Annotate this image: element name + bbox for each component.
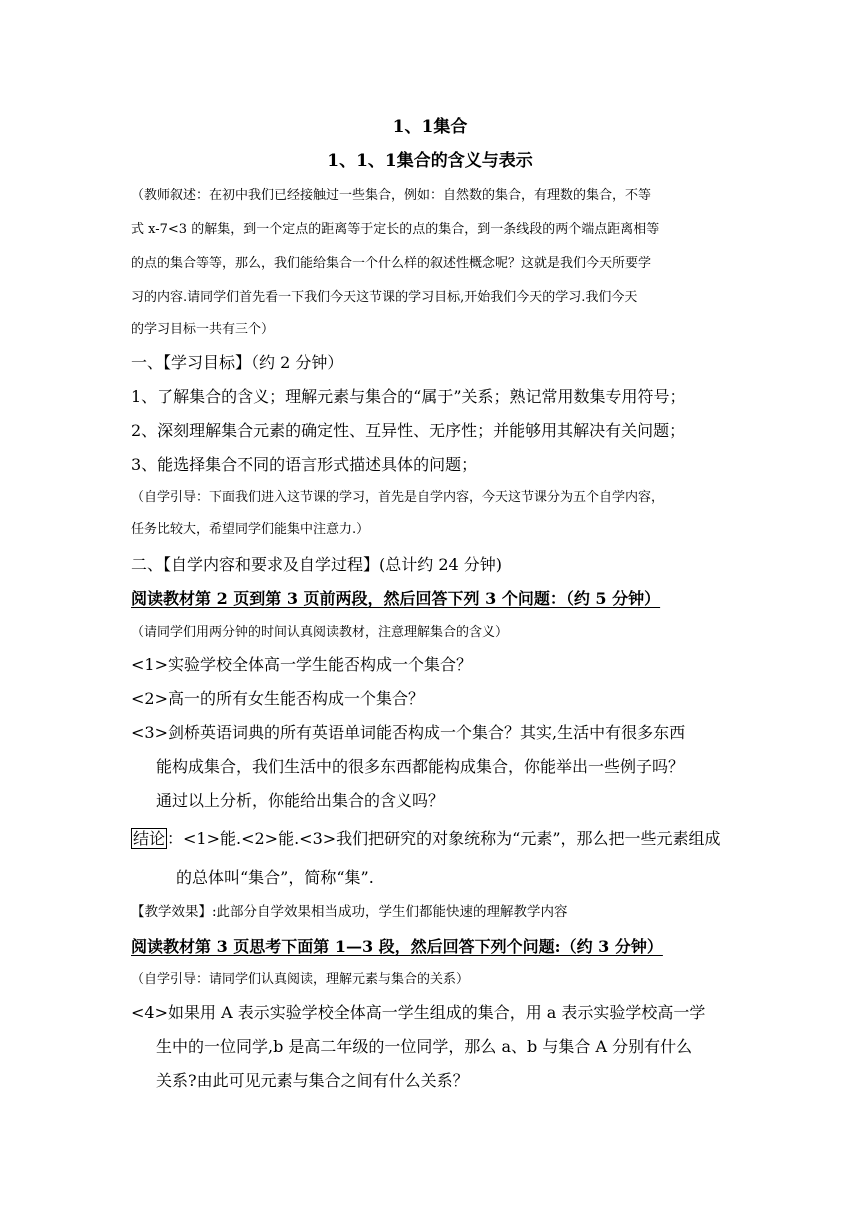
reading-task-heading: 阅读教材第 2 页到第 3 页前两段，然后回答下列 3 个问题：（约 5 分钟）: [131, 589, 661, 608]
question-item-cont: 通过以上分析，你能给出集合的含义吗？: [156, 791, 445, 810]
section-heading-goals: 一、【学习目标】（约 2 分钟）: [131, 353, 344, 372]
conclusion-line-cont: 的总体叫“集合”，简称“集”.: [176, 868, 374, 887]
teaching-effect: 【教学效果】:此部分自学效果相当成功，学生们都能快速的理解教学内容: [131, 904, 568, 920]
goal-item: 3、能选择集合不同的语言形式描述具体的问题；: [131, 455, 478, 474]
intro-line: 习的内容.请同学们首先看一下我们今天这节课的学习目标,开始我们今天的学习.我们今天: [131, 290, 638, 305]
intro-line: 的点的集合等等，那么，我们能给集合一个什么样的叙述性概念呢？这就是我们今天所要学: [131, 256, 652, 271]
question-item-cont: 能构成集合，我们生活中的很多东西都能构成集合，你能举出一些例子吗？: [156, 757, 685, 776]
page-subtitle: 1、1、1集合的含义与表示: [327, 151, 533, 171]
reading-note: （自学引导：请同学们认真阅读，理解元素与集合的关系）: [131, 972, 470, 987]
question-item: <3>剑桥英语词典的所有英语单词能否构成一个集合？其实,生活中有很多东西: [131, 723, 686, 742]
goal-item: 2、深刻理解集合元素的确定性、互异性、无序性；并能够用其解决有关问题；: [131, 421, 686, 440]
question-item-cont: 关系?由此可见元素与集合之间有什么关系？: [156, 1071, 469, 1090]
conclusion-label-box: 结论: [133, 829, 166, 848]
question-item: <4>如果用 A 表示实验学校全体高一学生组成的集合，用 a 表示实验学校高一学: [131, 1003, 706, 1022]
page-title: 1、1集合: [392, 117, 468, 137]
intro-line: 的学习目标一共有三个）: [131, 322, 275, 337]
conclusion-text: ：<1>能.<2>能.<3>我们把研究的对象统称为“元素”，那么把一些元素组成: [167, 829, 721, 848]
goal-item: 1、了解集合的含义；理解元素与集合的“属于”关系；熟记常用数集专用符号；: [131, 387, 686, 406]
guide-line: 任务比较大，希望同学们能集中注意力.）: [131, 522, 370, 537]
guide-line: （自学引导：下面我们进入这节课的学习，首先是自学内容，今天这节课分为五个自学内容，: [131, 490, 665, 505]
question-item-cont: 生中的一位同学,b 是高二年级的一位同学，那么 a、b 与集合 A 分别有什么: [156, 1037, 693, 1056]
question-item: <1>实验学校全体高一学生能否构成一个集合？: [131, 655, 472, 674]
question-item: <2>高一的所有女生能否构成一个集合？: [131, 689, 424, 708]
intro-line: （教师叙述：在初中我们已经接触过一些集合，例如：自然数的集合，有理数的集合，不等: [131, 188, 652, 203]
conclusion-line: [131, 826, 721, 849]
reading-task-heading: 阅读教材第 3 页思考下面第 1—3 段，然后回答下列个问题:（约 3 分钟）: [131, 937, 663, 956]
intro-line: 式 x-7<3 的解集，到一个定点的距离等于定长的点的集合，到一条线段的两个端点距离相等: [131, 222, 660, 237]
section-heading-selfstudy: 二、【自学内容和要求及自学过程】(总计约 24 分钟): [131, 555, 503, 574]
reading-note: （请同学们用两分钟的时间认真阅读教材，注意理解集合的含义）: [131, 625, 509, 640]
